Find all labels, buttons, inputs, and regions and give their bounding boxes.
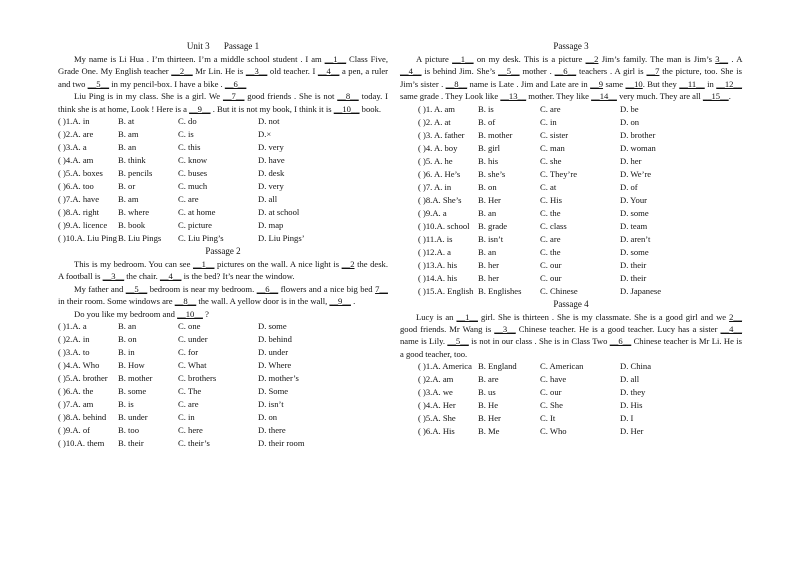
answer-option: C. are — [178, 399, 199, 410]
answer-option: D. of — [620, 181, 638, 192]
question-number-option-a: ( )7.A. have — [58, 194, 100, 205]
question-row — [400, 194, 742, 207]
answer-option: C. They’re — [540, 168, 578, 179]
question-row — [400, 181, 742, 194]
question-number-option-a: ( )8.A. behind — [58, 412, 107, 423]
answer-option: D. some — [620, 246, 649, 257]
answer-option: B. his — [478, 155, 499, 166]
answer-option: D. very — [258, 142, 284, 153]
answer-option: C. at home — [178, 207, 216, 218]
answer-option: B. of — [478, 116, 496, 127]
answer-option: B. Englishes — [478, 285, 522, 296]
question-number-option-a: ( )3.A. to — [58, 347, 90, 358]
question-row — [58, 437, 388, 450]
answer-option: D. very — [258, 181, 284, 192]
answer-option: B. an — [478, 207, 497, 218]
question-row — [400, 207, 742, 220]
answer-option: B. are — [478, 374, 499, 385]
answer-option: B. is — [478, 103, 494, 114]
answer-option: D. their room — [258, 438, 305, 449]
answer-option: D. all — [620, 374, 640, 385]
answer-option: C. their’s — [178, 438, 210, 449]
answer-option: D. on — [258, 412, 278, 423]
question-number-option-a: ( )4.A. am — [58, 155, 94, 166]
answer-option: C. our — [540, 272, 562, 283]
answer-option: B. too — [118, 425, 140, 436]
question-number-option-a: ( )6.A. the — [58, 386, 94, 397]
question-number-option-a: ( )10.A. Liu Ping — [58, 233, 117, 244]
question-row — [58, 167, 388, 180]
question-number-option-a: ( )5. A. he — [418, 155, 453, 166]
question-number-option-a: ( )4.A. Her — [418, 400, 456, 411]
question-number-option-a: ( )14.A. his — [418, 272, 458, 283]
question-row — [400, 272, 742, 285]
question-number-option-a: ( )5.A. brother — [58, 373, 108, 384]
answer-option: D. not — [258, 116, 280, 127]
question-row — [400, 386, 742, 399]
answer-option: C. is — [178, 129, 194, 140]
passage-4-options — [400, 360, 742, 438]
answer-option: C. class — [540, 220, 567, 231]
question-row — [400, 103, 742, 116]
question-row — [400, 425, 742, 438]
answer-option: B. in — [118, 347, 135, 358]
answer-option: C. one — [178, 321, 201, 332]
question-row — [58, 385, 388, 398]
question-number-option-a: ( )7.A. am — [58, 399, 94, 410]
answer-option: B. where — [118, 207, 150, 218]
answer-option: B. am — [118, 129, 139, 140]
question-number-option-a: ( )1. A. am — [418, 103, 455, 114]
answer-option: C. are — [178, 194, 199, 205]
answer-option: B. think — [118, 155, 146, 166]
answer-option: D. Some — [258, 386, 289, 397]
passage-4-title: Passage 4 — [553, 298, 589, 309]
question-row — [58, 333, 388, 346]
answer-option: B. mother — [478, 129, 513, 140]
answer-option: B. their — [118, 438, 144, 449]
question-row — [400, 168, 742, 181]
answer-option: C. our — [540, 387, 562, 398]
question-row — [58, 346, 388, 359]
answer-option: B. under — [118, 412, 148, 423]
question-row — [58, 359, 388, 372]
question-number-option-a: ( )15.A. English — [418, 285, 474, 296]
passage-3-options — [400, 103, 742, 298]
answer-option: C. here — [178, 425, 203, 436]
answer-option: D. China — [620, 361, 652, 372]
answer-option: D. aren’t — [620, 233, 651, 244]
answer-option: B. Liu Pings — [118, 233, 162, 244]
answer-option: B. grade — [478, 220, 508, 231]
question-number-option-a: ( )2. A. at — [418, 116, 451, 127]
question-row — [58, 154, 388, 167]
unit-label: Unit 3 — [186, 41, 210, 51]
unit-passage-1-title — [58, 40, 388, 53]
question-number-option-a: ( )3. A. father — [418, 129, 465, 140]
answer-option: D. have — [258, 155, 285, 166]
answer-option: B. England — [478, 361, 517, 372]
answer-option: C. the — [540, 246, 561, 257]
answer-option: D. her — [620, 155, 642, 166]
question-number-option-a: ( )10.A. them — [58, 438, 105, 449]
answer-option: C. our — [540, 259, 562, 270]
answer-option: D. Japanese — [620, 285, 662, 296]
passage-2-text: This is my bedroom. You can see __1__ pictures on the wall. A nice light is __2 the desk. A football is __3__ the chair. __4__ is the bed? It’s near the window. My father and __5__ bedroom is near my bedroom. __6__ flowers and a nice big bed 7__ in their room. Some windows are __8__ the wall. A yellow door is in the wall, __9__ . Do you like my bedroom and __10__ ? — [58, 259, 388, 319]
answer-option: C. It — [540, 413, 556, 424]
answer-option: C. brothers — [178, 373, 217, 384]
question-row — [400, 373, 742, 386]
answer-option: D. isn’t — [258, 399, 284, 410]
answer-option: C. are — [540, 103, 561, 114]
answer-option: D. they — [620, 387, 646, 398]
question-row — [400, 142, 742, 155]
question-number-option-a: ( )9.A. a — [418, 207, 447, 218]
answer-option: C. for — [178, 347, 199, 358]
answer-option: B. an — [118, 321, 137, 332]
answer-option: D. woman — [620, 142, 656, 153]
answer-option: D. at school — [258, 207, 300, 218]
question-row — [58, 398, 388, 411]
passage-1-label: Passage 1 — [223, 41, 260, 51]
answer-option: B. at — [118, 116, 135, 127]
question-row — [58, 206, 388, 219]
answer-option: C. The — [178, 386, 202, 397]
answer-option: D. I — [620, 413, 634, 424]
answer-option: D. Her — [620, 426, 644, 437]
answer-option: C. do — [178, 116, 197, 127]
question-number-option-a: ( )3.A. we — [418, 387, 453, 398]
answer-option: D. team — [620, 220, 648, 231]
question-number-option-a: ( )1.A. a — [58, 321, 87, 332]
question-row — [58, 128, 388, 141]
question-number-option-a: ( )10.A. school — [418, 220, 470, 231]
answer-option: D. Where — [258, 360, 292, 371]
answer-option: B. she’s — [478, 168, 506, 179]
answer-option: C. this — [178, 142, 201, 153]
question-row — [400, 259, 742, 272]
answer-option: C. Liu Ping’s — [178, 233, 224, 244]
passage-3-title: Passage 3 — [553, 41, 589, 51]
question-row — [400, 220, 742, 233]
question-row — [400, 285, 742, 298]
answer-option: B. How — [118, 360, 145, 371]
answer-option: D. some — [620, 207, 649, 218]
answer-option: B. Her — [478, 413, 501, 424]
answer-option: C. picture — [178, 220, 212, 231]
answer-option: B. pencils — [118, 168, 153, 179]
question-number-option-a: ( )7. A. in — [418, 181, 452, 192]
question-number-option-a: ( )5.A. She — [418, 413, 456, 424]
answer-option: C. What — [178, 360, 207, 371]
question-row — [400, 155, 742, 168]
answer-option: C. She — [540, 400, 563, 411]
answer-option: C. in — [540, 116, 557, 127]
answer-option: C. American — [540, 361, 584, 372]
question-number-option-a: ( )6.A. His — [418, 426, 455, 437]
answer-option: B. am — [118, 194, 139, 205]
answer-option: D. there — [258, 425, 286, 436]
answer-option: B. an — [118, 142, 137, 153]
question-row — [400, 412, 742, 425]
answer-option: D. brother — [620, 129, 656, 140]
question-number-option-a: ( )6.A. too — [58, 181, 94, 192]
question-row — [400, 233, 742, 246]
question-number-option-a: ( )8.A. right — [58, 207, 100, 218]
answer-option: D. map — [258, 220, 284, 231]
answer-option: B. on — [118, 334, 137, 345]
answer-option: C. buses — [178, 168, 208, 179]
right-column — [400, 40, 742, 438]
answer-option: B. some — [118, 386, 147, 397]
answer-option: B. us — [478, 387, 496, 398]
answer-option: D. their — [620, 272, 647, 283]
question-number-option-a: ( )5.A. boxes — [58, 168, 103, 179]
question-row — [58, 193, 388, 206]
question-row — [58, 232, 388, 245]
answer-option: D.× — [258, 129, 272, 140]
question-row — [400, 129, 742, 142]
answer-option: B. Her — [478, 194, 501, 205]
question-row — [58, 411, 388, 424]
passage-1-options — [58, 115, 388, 245]
question-row — [400, 116, 742, 129]
question-number-option-a: ( )2.A. in — [58, 334, 90, 345]
question-number-option-a: ( )9.A. licence — [58, 220, 108, 231]
passage-2-options — [58, 320, 388, 450]
answer-option: C. Who — [540, 426, 567, 437]
answer-option: B. girl — [478, 142, 500, 153]
question-row — [58, 115, 388, 128]
passage-4-text: Lucy is an __1__ girl. She is thirteen . She is my classmate. She is a good girl and we 2__ good friends. Mr Wang is __3__ Chinese teacher. He is a good teacher. Lucy has a sister __4__ name is Lily. __5__ is not in our class . She is in Class Two __6__ Chinese teacher is Mr Li. He is a good teacher, too. — [400, 311, 742, 359]
question-row — [400, 399, 742, 412]
answer-option: C. the — [540, 207, 561, 218]
passage-1-text: My name is Li Hua . I’m thirteen. I’m a middle school student . I am __1__ Class Five, Grade One. My English teacher __2__ Mr Lin. He is __3__ old teacher. I __4__ a pen, a ruler and two __5__ in my pencil-box. I have a bike . __6__ Liu Ping is in my class. She is a girl. We __7__ good friends . She is not __8__ today. I think she is at home, Look ! Here is a __9__ . But it is not my book, I think it is __10__ book. — [58, 54, 389, 114]
answer-option: D. We’re — [620, 168, 652, 179]
answer-option: C. Chinese — [540, 285, 578, 296]
answer-option: D. some — [258, 321, 287, 332]
answer-option: C. sister — [540, 129, 569, 140]
question-row — [58, 180, 388, 193]
answer-option: B. Me — [478, 426, 500, 437]
answer-option: B. on — [478, 181, 497, 192]
question-row — [58, 424, 388, 437]
answer-option: C. know — [178, 155, 208, 166]
answer-option: D. their — [620, 259, 647, 270]
answer-option: D. desk — [258, 168, 285, 179]
question-row — [58, 372, 388, 385]
answer-option: D. behind — [258, 334, 292, 345]
answer-option: D. on — [620, 116, 640, 127]
question-row — [400, 360, 742, 373]
question-number-option-a: ( )2.A. are — [58, 129, 94, 140]
answer-option: D. Your — [620, 194, 647, 205]
answer-option: D. be — [620, 103, 639, 114]
answer-option: C. she — [540, 155, 562, 166]
question-number-option-a: ( )13.A. his — [418, 259, 458, 270]
question-row — [400, 246, 742, 259]
answer-option: C. man — [540, 142, 565, 153]
answer-option: B. an — [478, 246, 497, 257]
answer-option: C. His — [540, 194, 562, 205]
question-number-option-a: ( )6. A. He’s — [418, 168, 461, 179]
passage-3-text: A picture __1__ on my desk. This is a picture __2 Jim’s family. The man is Jim’s 3__ . A __4__ is behind Jim. She’s __5__ mother . __6__ teachers . A girl is __7 the picture, too. She is Jim’s sister . __8__ name is Late . Jim and Late are in __9 same __10. But they __11__ in __12__ same grade . They Look like __13__ mother. They like __14__ very much. They are all __15__. — [400, 54, 743, 102]
question-number-option-a: ( )12.A. a — [418, 246, 451, 257]
answer-option: B. or — [118, 181, 136, 192]
question-number-option-a: ( )4.A. Who — [58, 360, 100, 371]
answer-option: C. have — [540, 374, 567, 385]
question-row — [58, 219, 388, 232]
left-column — [58, 40, 388, 450]
answer-option: B. is — [118, 399, 134, 410]
question-number-option-a: ( )1.A. in — [58, 116, 90, 127]
answer-option: D. all — [258, 194, 278, 205]
answer-option: B. book — [118, 220, 146, 231]
answer-option: D. His — [620, 400, 643, 411]
answer-option: C. in — [178, 412, 195, 423]
answer-option: C. much — [178, 181, 208, 192]
question-number-option-a: ( )11.A. is — [418, 233, 453, 244]
answer-option: B. her — [478, 259, 500, 270]
passage-2-title: Passage 2 — [205, 246, 241, 257]
answer-option: C. are — [540, 233, 561, 244]
answer-option: D. mother’s — [258, 373, 299, 384]
answer-option: B. her — [478, 272, 500, 283]
answer-option: D. under — [258, 347, 289, 358]
question-number-option-a: ( )8.A. She’s — [418, 194, 462, 205]
question-number-option-a: ( )4. A. boy — [418, 142, 458, 153]
answer-option: B. mother — [118, 373, 153, 384]
question-number-option-a: ( )3.A. a — [58, 142, 87, 153]
question-number-option-a: ( )9.A. of — [58, 425, 90, 436]
answer-option: C. at — [540, 181, 557, 192]
answer-option: B. He — [478, 400, 499, 411]
answer-option: D. Liu Pings’ — [258, 233, 305, 244]
question-row — [58, 320, 388, 333]
answer-option: B. isn’t — [478, 233, 504, 244]
answer-option: C. under — [178, 334, 208, 345]
question-number-option-a: ( )2.A. am — [418, 374, 454, 385]
question-number-option-a: ( )1.A. America — [418, 361, 472, 372]
question-row — [58, 141, 388, 154]
